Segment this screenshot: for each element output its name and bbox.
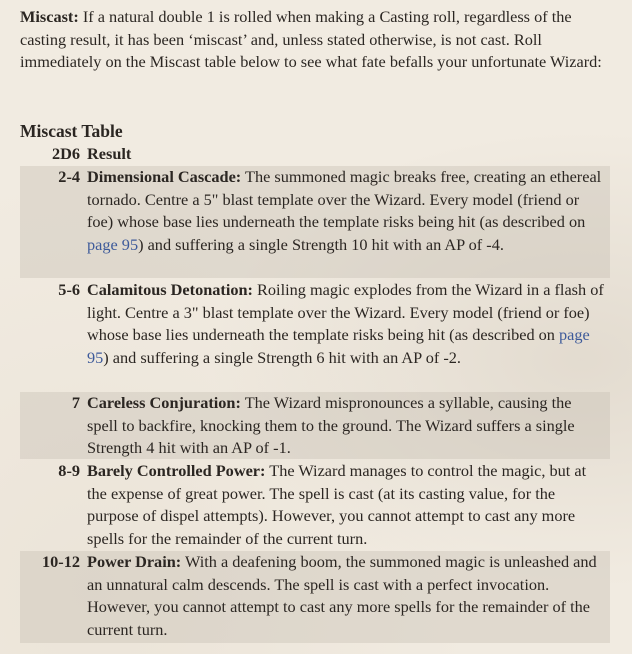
row-text: Roiling magic explodes from the Wizard in a flash of light. Centre a 3" blast template over the Wizard. Every model (friend or foe) whose base lies underneath the template risks being hit (as described on (87, 280, 604, 344)
row-text: With a deafening boom, the summoned magic is unleashed and an unnatural calm descends. The spell is cast with a perfect invocation. However, you cannot attempt to cast any more spells for the remainder of the current turn. (87, 552, 597, 639)
row-name: Power Drain: (87, 552, 182, 571)
table-row (20, 392, 610, 459)
miscast-lead: Miscast: (20, 7, 79, 26)
row-result (87, 279, 610, 369)
table-title: Miscast Table (20, 121, 123, 141)
row-text-end: ) and suffering a single Strength 10 hit with an AP of -4. (138, 234, 504, 254)
table-row (20, 279, 610, 391)
row-name: Dimensional Cascade: (87, 167, 242, 186)
table-row (20, 551, 610, 643)
row-result (87, 551, 610, 641)
row-name: Calamitous Detonation: (87, 280, 253, 299)
row-roll: 2-4 (58, 167, 80, 186)
row-result (87, 392, 610, 460)
page-link[interactable]: page 95 (87, 234, 139, 254)
row-name: Barely Controlled Power: (87, 461, 266, 480)
miscast-paragraph (20, 6, 620, 74)
table-header (20, 142, 620, 166)
table-row (20, 460, 610, 550)
table-row (20, 166, 610, 278)
row-text: The Wizard manages to control the magic, but at the expense of great power. The spell is cast (at its casting value, for the purpose of dispel attempts). However, you cannot attempt to cast any more spells for the remainder of the current turn. (87, 461, 587, 548)
row-result (87, 166, 610, 256)
row-roll: 7 (71, 393, 80, 412)
row-roll: 10-12 (42, 552, 80, 571)
row-name: Careless Conjuration: (87, 393, 241, 412)
miscast-text: If a natural double 1 is rolled when making a Casting roll, regardless of the casting result, it has been ‘miscast’ and, unless stated otherwise, is not cast. Roll immediately on the Miscast table below to see what fate befalls your unfortunate Wizard: (20, 7, 602, 71)
row-roll: 5-6 (58, 280, 80, 299)
row-text-end: ) and suffering a single Strength 6 hit with an AP of -2. (103, 347, 461, 367)
header-result: Result (87, 144, 132, 163)
row-result (87, 460, 610, 550)
header-roll: 2D6 (51, 144, 80, 163)
row-roll: 8-9 (58, 461, 80, 480)
page-link[interactable]: page 95 (87, 325, 590, 367)
row-text: The summoned magic breaks free, creating an ethereal tornado. Centre a 5" blast template over the Wizard. Every model (friend or foe) whose base lies underneath the template risks being hit (as described on (87, 167, 602, 231)
row-text: The Wizard mispronounces a syllable, causing the spell to backfire, knocking them to the ground. The Wizard suffers a single Strength 4 hit with an AP of -1. (87, 393, 575, 457)
